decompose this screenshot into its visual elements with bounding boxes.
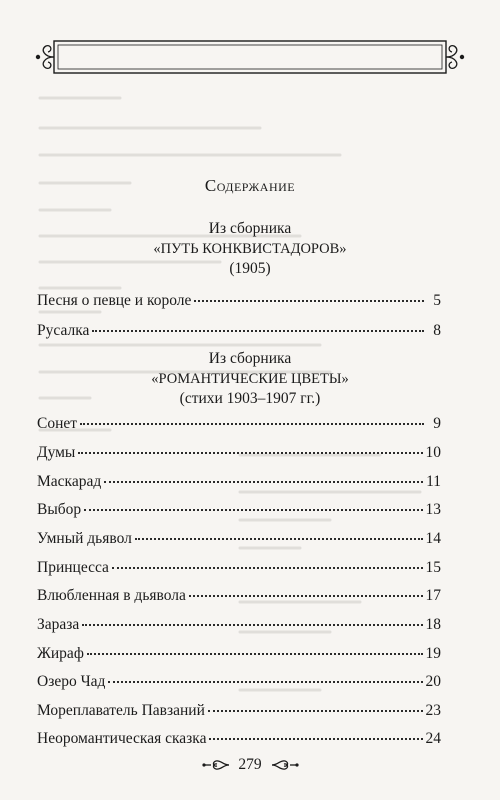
entry-page: 15: [425, 559, 441, 576]
page-footer: [0, 756, 500, 774]
leader-dots: [194, 299, 424, 302]
page-title: [0, 176, 500, 196]
leader-dots: [87, 652, 423, 655]
toc-entry[interactable]: [37, 415, 441, 435]
entry-title: Мореплаватель Павзаний: [37, 702, 205, 719]
toc-entry[interactable]: [37, 730, 441, 750]
toc-entry[interactable]: [37, 616, 441, 636]
entry-page: 5: [433, 292, 441, 309]
section-heading-1: [0, 219, 500, 279]
leader-dots: [92, 329, 424, 332]
leader-dots: [82, 623, 422, 626]
entry-page: 23: [425, 702, 441, 719]
leader-dots: [84, 508, 422, 511]
leader-dots: [78, 451, 422, 454]
left-flourish-icon: [201, 758, 231, 772]
leader-dots: [108, 680, 422, 683]
leader-dots: [112, 566, 423, 569]
entry-title: Думы: [37, 444, 76, 461]
leader-dots: [209, 737, 422, 740]
section-label: Из сборника: [208, 350, 292, 367]
entry-title: Песня о певце и короле: [37, 292, 192, 309]
toc-entry[interactable]: [37, 473, 441, 493]
toc-entry[interactable]: [37, 322, 441, 342]
right-flourish-icon: [270, 758, 300, 772]
entry-page: 8: [433, 322, 441, 339]
entry-title: Сонет: [37, 415, 78, 432]
entry-page: 10: [425, 444, 441, 461]
toc-entry[interactable]: [37, 673, 441, 693]
collection-years: (1905): [229, 260, 271, 277]
leader-dots: [208, 709, 423, 712]
entry-page: 14: [425, 530, 441, 547]
leader-dots: [189, 594, 423, 597]
collection-title: «ПУТЬ КОНКВИСТАДОРОВ»: [153, 241, 347, 257]
leader-dots: [135, 537, 423, 540]
entry-title: Принцесса: [37, 559, 109, 576]
page-title-rest: одержание: [216, 176, 296, 195]
toc-entry[interactable]: [37, 559, 441, 579]
entry-page: 17: [425, 587, 441, 604]
page-title-initial: С: [204, 176, 217, 195]
entry-page: 20: [425, 673, 441, 690]
toc-entry[interactable]: [37, 501, 441, 521]
entry-page: 24: [425, 730, 441, 747]
toc-entry[interactable]: [37, 702, 441, 722]
entry-title: Влюбленная в дьявола: [37, 587, 186, 604]
entry-page: 11: [426, 473, 441, 490]
entry-page: 13: [425, 501, 441, 518]
toc-entry[interactable]: [37, 292, 441, 312]
collection-title: «РОМАНТИЧЕСКИЕ ЦВЕТЫ»: [151, 371, 349, 387]
entry-title: Неоромантическая сказка: [37, 730, 207, 747]
section-label: Из сборника: [208, 220, 292, 237]
entry-page: 19: [425, 645, 441, 662]
entry-title: Зараза: [37, 616, 80, 633]
entry-title: Маскарад: [37, 473, 102, 490]
collection-years: (стихи 1903–1907 гг.): [179, 390, 321, 407]
toc-entry[interactable]: [37, 530, 441, 550]
entry-page: 9: [433, 415, 441, 432]
entry-title: Озеро Чад: [37, 673, 106, 690]
entry-title: Выбор: [37, 501, 82, 518]
entry-title: Русалка: [37, 322, 90, 339]
entry-title: Умный дьявол: [37, 530, 132, 547]
leader-dots: [80, 422, 424, 425]
toc-entry[interactable]: [37, 645, 441, 665]
entry-page: 18: [425, 616, 441, 633]
section-heading-2: [0, 349, 500, 409]
header-ornament-frame: [34, 37, 466, 77]
toc-entry[interactable]: [37, 444, 441, 464]
toc-entry[interactable]: [37, 587, 441, 607]
entry-title: Жираф: [37, 645, 84, 662]
leader-dots: [104, 480, 423, 483]
page-number: 279: [238, 756, 262, 774]
